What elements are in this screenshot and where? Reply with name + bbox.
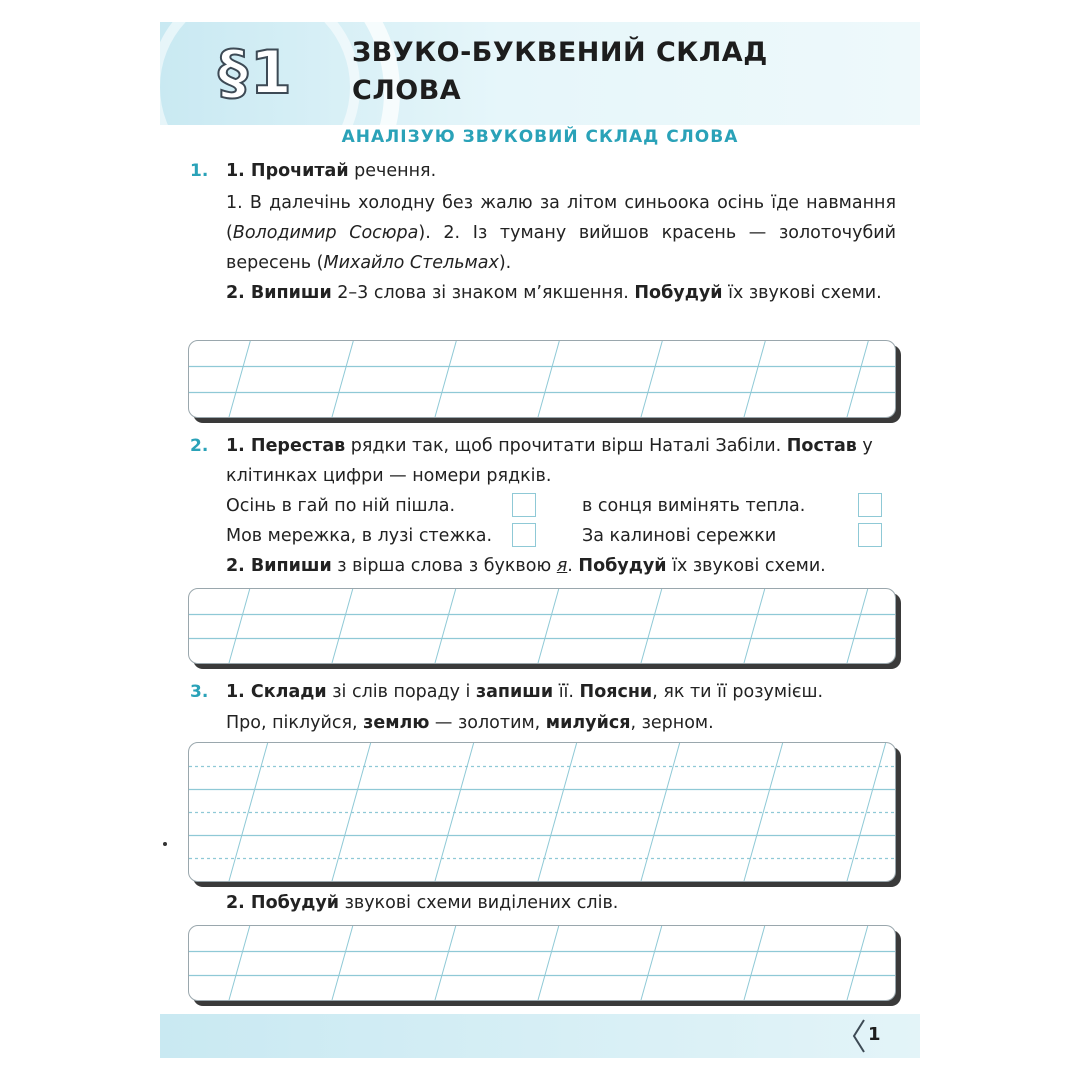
instruction-text: зі слів пораду і [326, 682, 476, 702]
instruction-text: з вірша слова з буквою [331, 556, 557, 576]
print-speck [163, 842, 167, 846]
page-title [352, 34, 768, 110]
slant-guide [847, 341, 868, 417]
section-number: §1 [218, 38, 294, 108]
slant-guide [744, 589, 765, 663]
instruction-verb: запиши [475, 682, 554, 702]
slant-guide [641, 341, 662, 417]
workbook-page [160, 22, 920, 1058]
slant-guide [435, 926, 456, 1000]
task1-instruction-2 [226, 278, 896, 308]
word-text: — золотим, [429, 713, 546, 733]
slant-guide [332, 589, 353, 663]
poem-line: За калинові сережки [582, 526, 777, 546]
passage-text: 1. В далечінь холодну без жалю за літом синьоока осінь їде навмання ( [226, 193, 896, 243]
instruction-text: їх звукові схеми. [666, 556, 826, 576]
instruction-verb: Побудуй [578, 556, 667, 576]
word-text: , зерном. [630, 713, 714, 733]
ruling-lines [189, 926, 895, 1000]
header-band [160, 22, 920, 125]
slant-guide [332, 926, 353, 1000]
slant-guide [229, 926, 250, 1000]
slant-guide [538, 926, 559, 1000]
slant-guide [847, 926, 868, 1000]
task2-instruction-2 [226, 551, 896, 581]
ruling-lines [189, 589, 895, 663]
writing-area-1[interactable] [188, 340, 896, 418]
slant-guide [229, 341, 250, 417]
passage-text: ). [498, 253, 512, 273]
writing-area-4[interactable] [188, 925, 896, 1001]
instruction-text: рядки так, щоб прочитати вірш Наталі Забіли. [345, 436, 787, 456]
highlighted-word: милуйся [545, 713, 631, 733]
word-text: Про, піклуйся, [226, 713, 364, 733]
number-cell[interactable] [512, 523, 536, 547]
slant-guide [435, 341, 456, 417]
slant-guide [744, 926, 765, 1000]
section-subtitle: АНАЛІЗУЮ ЗВУКОВИЙ СКЛАД СЛОВА [341, 127, 739, 147]
instruction-verb: 1. Перестав [226, 436, 346, 456]
instruction-verb: 2. Випиши [226, 556, 332, 576]
task3-instruction-2 [226, 888, 896, 918]
instruction-verb: 1. Прочитай [226, 161, 349, 181]
footer-band [160, 1014, 920, 1058]
instruction-verb: 2. Випиши [226, 283, 332, 303]
number-cell[interactable] [858, 493, 882, 517]
task-number-3: 3. [190, 682, 209, 702]
instruction-verb: 1. Склади [226, 682, 327, 702]
task2-instruction-1 [226, 431, 896, 491]
instruction-text: звукові схеми виділених слів. [339, 893, 619, 913]
instruction-text: у клітинках цифри — номери рядків. [226, 436, 873, 486]
slant-guide [332, 341, 353, 417]
slant-guide [744, 341, 765, 417]
author-name: Володимир Сосюра [232, 223, 419, 243]
instruction-text: її. [553, 682, 580, 702]
slant-guide [641, 589, 662, 663]
slant-guide [641, 926, 662, 1000]
task3-word-list [226, 708, 896, 738]
instruction-text: , як ти її розумієш. [652, 682, 824, 702]
slant-guide [538, 341, 559, 417]
title-line-1: ЗВУКО-БУКВЕНИЙ СКЛАД [352, 37, 768, 68]
author-name: Михайло Стельмах [323, 253, 499, 273]
instruction-verb: 2. Побудуй [226, 893, 340, 913]
slant-guide [538, 589, 559, 663]
page-number-tab [848, 1018, 908, 1054]
task1-instruction-1 [226, 156, 896, 186]
slant-guide [229, 589, 250, 663]
instruction-text: їх звукові схеми. [722, 283, 882, 303]
ruling-lines [189, 743, 895, 881]
task1-passage [226, 188, 896, 278]
instruction-text: речення. [348, 161, 437, 181]
number-cell[interactable] [858, 523, 882, 547]
instruction-verb: Поясни [579, 682, 653, 702]
instruction-verb: Побудуй [634, 283, 723, 303]
passage-text: ). 2. Із туману вийшов красень — золоточубий вересень ( [226, 223, 897, 273]
target-letter: я [556, 556, 568, 576]
number-cell[interactable] [512, 493, 536, 517]
highlighted-word: землю [363, 713, 430, 733]
slant-guide [435, 589, 456, 663]
page-number: 1 [868, 1024, 881, 1045]
instruction-text: 2–3 слова зі знаком м’якшення. [331, 283, 635, 303]
writing-area-2[interactable] [188, 588, 896, 664]
poem-line: Мов мережка, в лузі стежка. [226, 526, 493, 546]
task-number-2: 2. [190, 436, 209, 456]
task-number-1: 1. [190, 161, 209, 181]
instruction-text: . [567, 556, 579, 576]
poem-line: Осінь в гай по ній пішла. [226, 496, 456, 516]
writing-area-3[interactable] [188, 742, 896, 882]
instruction-verb: Постав [786, 436, 857, 456]
ruling-lines [189, 341, 895, 417]
slant-guide [847, 589, 868, 663]
title-line-2: СЛОВА [352, 75, 462, 106]
task3-instruction-1 [226, 677, 896, 707]
poem-line: в сонця вимінять тепла. [582, 496, 806, 516]
